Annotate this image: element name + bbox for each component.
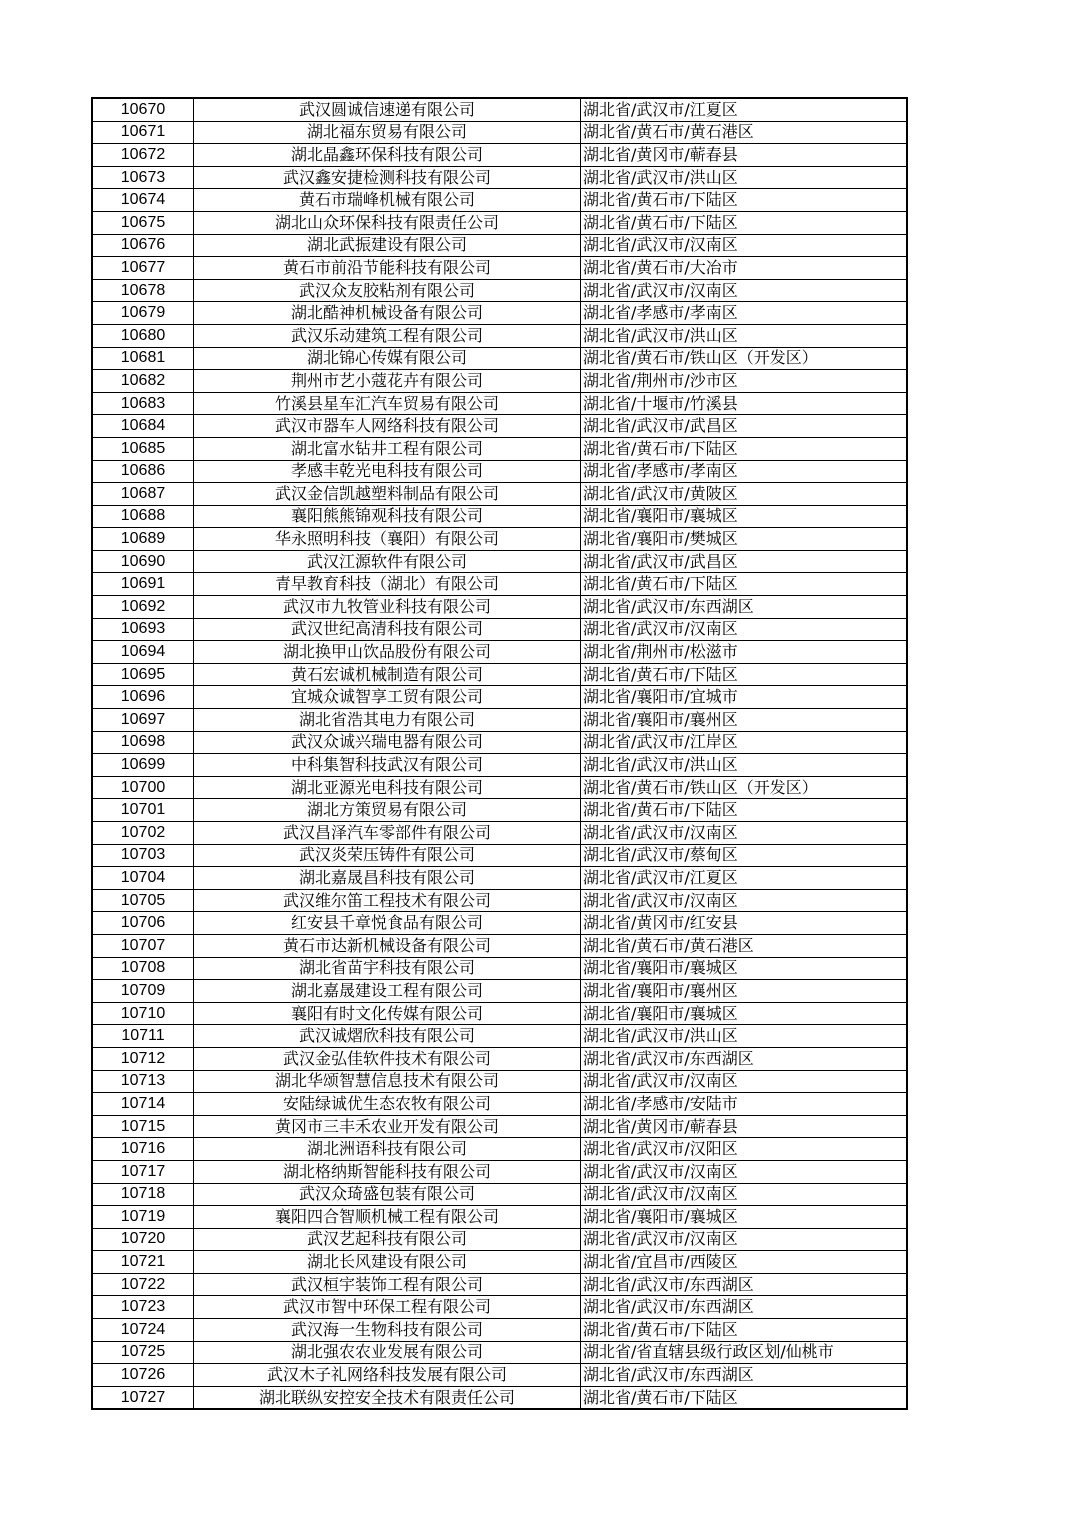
company-name-cell: 武汉维尔笛工程技术有限公司: [194, 889, 581, 912]
row-id-cell: 10714: [92, 1093, 194, 1116]
company-name-cell: 武汉艺起科技有限公司: [194, 1228, 581, 1251]
company-name-cell: 黄冈市三丰禾农业开发有限公司: [194, 1115, 581, 1138]
table-row: [92, 483, 907, 506]
table-row: [92, 392, 907, 415]
row-id-cell: 10686: [92, 460, 194, 483]
table-row: [92, 189, 907, 212]
region-cell: 湖北省/武汉市/武昌区: [581, 415, 908, 438]
region-cell: 湖北省/武汉市/汉南区: [581, 889, 908, 912]
region-cell: 湖北省/孝感市/孝南区: [581, 460, 908, 483]
company-name-cell: 武汉木子礼网络科技发展有限公司: [194, 1364, 581, 1387]
table-row: [92, 1002, 907, 1025]
company-name-cell: 武汉众友胶粘剂有限公司: [194, 279, 581, 302]
company-name-cell: 湖北晶鑫环保科技有限公司: [194, 144, 581, 167]
company-name-cell: 黄石市前沿节能科技有限公司: [194, 257, 581, 280]
row-id-cell: 10681: [92, 347, 194, 370]
company-name-cell: 襄阳熊熊锦观科技有限公司: [194, 505, 581, 528]
region-cell: 湖北省/黄石市/下陆区: [581, 211, 908, 234]
row-id-cell: 10685: [92, 437, 194, 460]
table-row: [92, 324, 907, 347]
region-cell: 湖北省/武汉市/洪山区: [581, 1025, 908, 1048]
row-id-cell: 10676: [92, 234, 194, 257]
table-row: [92, 121, 907, 144]
table-row: [92, 686, 907, 709]
table-row: [92, 550, 907, 573]
region-cell: 湖北省/黄石市/下陆区: [581, 1319, 908, 1342]
region-cell: 湖北省/襄阳市/襄城区: [581, 1002, 908, 1025]
table-row: [92, 889, 907, 912]
row-id-cell: 10679: [92, 302, 194, 325]
row-id-cell: 10699: [92, 754, 194, 777]
table-row: [92, 776, 907, 799]
table-row: [92, 1047, 907, 1070]
table-row: [92, 1070, 907, 1093]
company-name-cell: 湖北华颂智慧信息技术有限公司: [194, 1070, 581, 1093]
company-name-cell: 青早教育科技（湖北）有限公司: [194, 573, 581, 596]
row-id-cell: 10722: [92, 1273, 194, 1296]
row-id-cell: 10683: [92, 392, 194, 415]
row-id-cell: 10703: [92, 844, 194, 867]
table-row: [92, 505, 907, 528]
region-cell: 湖北省/黄石市/黄石港区: [581, 934, 908, 957]
row-id-cell: 10691: [92, 573, 194, 596]
region-cell: 湖北省/孝感市/安陆市: [581, 1093, 908, 1116]
table-row: [92, 257, 907, 280]
company-name-cell: 武汉鑫安捷检测科技有限公司: [194, 166, 581, 189]
region-cell: 湖北省/襄阳市/襄州区: [581, 980, 908, 1003]
table-row: [92, 1364, 907, 1387]
region-cell: 湖北省/武汉市/汉南区: [581, 618, 908, 641]
row-id-cell: 10673: [92, 166, 194, 189]
region-cell: 湖北省/武汉市/洪山区: [581, 754, 908, 777]
region-cell: 湖北省/襄阳市/樊城区: [581, 528, 908, 551]
row-id-cell: 10719: [92, 1206, 194, 1229]
region-cell: 湖北省/武汉市/汉南区: [581, 1183, 908, 1206]
row-id-cell: 10688: [92, 505, 194, 528]
row-id-cell: 10696: [92, 686, 194, 709]
company-name-cell: 黄石市达新机械设备有限公司: [194, 934, 581, 957]
row-id-cell: 10687: [92, 483, 194, 506]
company-name-cell: 湖北格纳斯智能科技有限公司: [194, 1160, 581, 1183]
row-id-cell: 10718: [92, 1183, 194, 1206]
row-id-cell: 10674: [92, 189, 194, 212]
company-name-cell: 武汉世纪高清科技有限公司: [194, 618, 581, 641]
region-cell: 湖北省/黄石市/下陆区: [581, 573, 908, 596]
region-cell: 湖北省/十堰市/竹溪县: [581, 392, 908, 415]
table-row: [92, 641, 907, 664]
company-name-cell: 湖北换甲山饮品股份有限公司: [194, 641, 581, 664]
region-cell: 湖北省/武汉市/汉南区: [581, 1228, 908, 1251]
row-id-cell: 10723: [92, 1296, 194, 1319]
region-cell: 湖北省/襄阳市/襄城区: [581, 957, 908, 980]
table-row: [92, 1093, 907, 1116]
company-name-cell: 华永照明科技（襄阳）有限公司: [194, 528, 581, 551]
company-name-cell: 红安县千章悦食品有限公司: [194, 912, 581, 935]
row-id-cell: 10704: [92, 867, 194, 890]
table-row: [92, 980, 907, 1003]
row-id-cell: 10693: [92, 618, 194, 641]
region-cell: 湖北省/襄阳市/襄城区: [581, 505, 908, 528]
region-cell: 湖北省/襄阳市/襄城区: [581, 1206, 908, 1229]
table-row: [92, 663, 907, 686]
row-id-cell: 10705: [92, 889, 194, 912]
table-row: [92, 1273, 907, 1296]
table-row: [92, 1319, 907, 1342]
row-id-cell: 10694: [92, 641, 194, 664]
company-name-cell: 竹溪县星车汇汽车贸易有限公司: [194, 392, 581, 415]
region-cell: 湖北省/黄冈市/蕲春县: [581, 144, 908, 167]
company-name-cell: 湖北福东贸易有限公司: [194, 121, 581, 144]
table-row: [92, 437, 907, 460]
table-row: [92, 844, 907, 867]
row-id-cell: 10672: [92, 144, 194, 167]
row-id-cell: 10692: [92, 596, 194, 619]
region-cell: 湖北省/省直辖县级行政区划/仙桃市: [581, 1341, 908, 1364]
company-table: [91, 97, 908, 1410]
table-row: [92, 799, 907, 822]
row-id-cell: 10717: [92, 1160, 194, 1183]
row-id-cell: 10680: [92, 324, 194, 347]
region-cell: 湖北省/武汉市/洪山区: [581, 166, 908, 189]
table-row: [92, 1025, 907, 1048]
company-name-cell: 黄石市瑞峰机械有限公司: [194, 189, 581, 212]
company-name-cell: 襄阳有时文化传媒有限公司: [194, 1002, 581, 1025]
table-row: [92, 1138, 907, 1161]
row-id-cell: 10712: [92, 1047, 194, 1070]
row-id-cell: 10684: [92, 415, 194, 438]
region-cell: 湖北省/黄石市/铁山区（开发区）: [581, 347, 908, 370]
region-cell: 湖北省/武汉市/东西湖区: [581, 1364, 908, 1387]
company-name-cell: 湖北联纵安控安全技术有限责任公司: [194, 1386, 581, 1409]
company-name-cell: 武汉乐动建筑工程有限公司: [194, 324, 581, 347]
region-cell: 湖北省/武汉市/江夏区: [581, 98, 908, 121]
company-name-cell: 湖北方策贸易有限公司: [194, 799, 581, 822]
company-name-cell: 湖北洲语科技有限公司: [194, 1138, 581, 1161]
region-cell: 湖北省/武汉市/江岸区: [581, 731, 908, 754]
company-name-cell: 武汉圆诚信速递有限公司: [194, 98, 581, 121]
company-name-cell: 孝感丰乾光电科技有限公司: [194, 460, 581, 483]
company-name-cell: 湖北山众环保科技有限责任公司: [194, 211, 581, 234]
region-cell: 湖北省/武汉市/东西湖区: [581, 1296, 908, 1319]
row-id-cell: 10678: [92, 279, 194, 302]
company-name-cell: 湖北长风建设有限公司: [194, 1251, 581, 1274]
company-name-cell: 荆州市艺小蔻花卉有限公司: [194, 370, 581, 393]
region-cell: 湖北省/武汉市/汉南区: [581, 822, 908, 845]
row-id-cell: 10706: [92, 912, 194, 935]
table-row: [92, 934, 907, 957]
table-row: [92, 1341, 907, 1364]
company-name-cell: 湖北酷神机械设备有限公司: [194, 302, 581, 325]
table-row: [92, 98, 907, 121]
region-cell: 湖北省/武汉市/汉南区: [581, 279, 908, 302]
region-cell: 湖北省/武汉市/东西湖区: [581, 1273, 908, 1296]
region-cell: 湖北省/武汉市/汉阳区: [581, 1138, 908, 1161]
table-row: [92, 1251, 907, 1274]
region-cell: 湖北省/黄冈市/红安县: [581, 912, 908, 935]
company-name-cell: 湖北亚源光电科技有限公司: [194, 776, 581, 799]
row-id-cell: 10682: [92, 370, 194, 393]
region-cell: 湖北省/荆州市/沙市区: [581, 370, 908, 393]
table-row: [92, 1206, 907, 1229]
company-name-cell: 武汉众琦盛包装有限公司: [194, 1183, 581, 1206]
region-cell: 湖北省/武汉市/江夏区: [581, 867, 908, 890]
row-id-cell: 10689: [92, 528, 194, 551]
row-id-cell: 10702: [92, 822, 194, 845]
company-name-cell: 湖北嘉晟昌科技有限公司: [194, 867, 581, 890]
region-cell: 湖北省/黄石市/大冶市: [581, 257, 908, 280]
region-cell: 湖北省/武汉市/汉南区: [581, 234, 908, 257]
region-cell: 湖北省/宜昌市/西陵区: [581, 1251, 908, 1274]
company-name-cell: 湖北锦心传媒有限公司: [194, 347, 581, 370]
row-id-cell: 10701: [92, 799, 194, 822]
table-row: [92, 731, 907, 754]
table-row: [92, 302, 907, 325]
region-cell: 湖北省/孝感市/孝南区: [581, 302, 908, 325]
company-name-cell: 武汉众诚兴瑞电器有限公司: [194, 731, 581, 754]
region-cell: 湖北省/武汉市/武昌区: [581, 550, 908, 573]
row-id-cell: 10698: [92, 731, 194, 754]
row-id-cell: 10671: [92, 121, 194, 144]
table-row: [92, 573, 907, 596]
row-id-cell: 10727: [92, 1386, 194, 1409]
row-id-cell: 10725: [92, 1341, 194, 1364]
table-row: [92, 1296, 907, 1319]
region-cell: 湖北省/荆州市/松滋市: [581, 641, 908, 664]
row-id-cell: 10724: [92, 1319, 194, 1342]
row-id-cell: 10720: [92, 1228, 194, 1251]
company-name-cell: 湖北强农农业发展有限公司: [194, 1341, 581, 1364]
table-row: [92, 867, 907, 890]
company-name-cell: 中科集智科技武汉有限公司: [194, 754, 581, 777]
table-row: [92, 618, 907, 641]
table-row: [92, 1228, 907, 1251]
row-id-cell: 10716: [92, 1138, 194, 1161]
company-name-cell: 湖北富水钻井工程有限公司: [194, 437, 581, 460]
row-id-cell: 10690: [92, 550, 194, 573]
row-id-cell: 10715: [92, 1115, 194, 1138]
region-cell: 湖北省/黄石市/黄石港区: [581, 121, 908, 144]
table-row: [92, 912, 907, 935]
region-cell: 湖北省/黄冈市/蕲春县: [581, 1115, 908, 1138]
region-cell: 湖北省/武汉市/汉南区: [581, 1160, 908, 1183]
region-cell: 湖北省/黄石市/铁山区（开发区）: [581, 776, 908, 799]
region-cell: 湖北省/黄石市/下陆区: [581, 799, 908, 822]
company-name-cell: 武汉金信凯越塑料制品有限公司: [194, 483, 581, 506]
row-id-cell: 10707: [92, 934, 194, 957]
table-row: [92, 1115, 907, 1138]
company-name-cell: 湖北嘉晟建设工程有限公司: [194, 980, 581, 1003]
row-id-cell: 10675: [92, 211, 194, 234]
table-row: [92, 279, 907, 302]
region-cell: 湖北省/黄石市/下陆区: [581, 663, 908, 686]
company-name-cell: 武汉海一生物科技有限公司: [194, 1319, 581, 1342]
company-name-cell: 湖北省苗宇科技有限公司: [194, 957, 581, 980]
row-id-cell: 10700: [92, 776, 194, 799]
table-row: [92, 822, 907, 845]
company-name-cell: 湖北省浩其电力有限公司: [194, 709, 581, 732]
company-name-cell: 宜城众诚智享工贸有限公司: [194, 686, 581, 709]
region-cell: 湖北省/武汉市/蔡甸区: [581, 844, 908, 867]
table-row: [92, 709, 907, 732]
row-id-cell: 10710: [92, 1002, 194, 1025]
company-name-cell: 黄石宏诚机械制造有限公司: [194, 663, 581, 686]
region-cell: 湖北省/黄石市/下陆区: [581, 437, 908, 460]
row-id-cell: 10708: [92, 957, 194, 980]
row-id-cell: 10677: [92, 257, 194, 280]
row-id-cell: 10670: [92, 98, 194, 121]
row-id-cell: 10711: [92, 1025, 194, 1048]
table-row: [92, 754, 907, 777]
table-row: [92, 144, 907, 167]
region-cell: 湖北省/襄阳市/宜城市: [581, 686, 908, 709]
company-table-body: [92, 98, 907, 1409]
table-row: [92, 234, 907, 257]
table-row: [92, 347, 907, 370]
table-row: [92, 211, 907, 234]
row-id-cell: 10713: [92, 1070, 194, 1093]
company-name-cell: 武汉炎荣压铸件有限公司: [194, 844, 581, 867]
company-name-cell: 武汉诚熠欣科技有限公司: [194, 1025, 581, 1048]
region-cell: 湖北省/黄石市/下陆区: [581, 1386, 908, 1409]
row-id-cell: 10721: [92, 1251, 194, 1274]
table-row: [92, 1160, 907, 1183]
company-name-cell: 襄阳四合智顺机械工程有限公司: [194, 1206, 581, 1229]
table-row: [92, 460, 907, 483]
company-name-cell: 湖北武振建设有限公司: [194, 234, 581, 257]
region-cell: 湖北省/武汉市/东西湖区: [581, 596, 908, 619]
table-row: [92, 1386, 907, 1409]
region-cell: 湖北省/武汉市/洪山区: [581, 324, 908, 347]
table-row: [92, 528, 907, 551]
table-row: [92, 166, 907, 189]
company-name-cell: 武汉市九牧管业科技有限公司: [194, 596, 581, 619]
company-name-cell: 武汉江源软件有限公司: [194, 550, 581, 573]
company-name-cell: 武汉市器车人网络科技有限公司: [194, 415, 581, 438]
region-cell: 湖北省/武汉市/东西湖区: [581, 1047, 908, 1070]
table-row: [92, 957, 907, 980]
row-id-cell: 10726: [92, 1364, 194, 1387]
region-cell: 湖北省/武汉市/黄陂区: [581, 483, 908, 506]
row-id-cell: 10709: [92, 980, 194, 1003]
company-name-cell: 武汉桓宇装饰工程有限公司: [194, 1273, 581, 1296]
table-row: [92, 596, 907, 619]
company-name-cell: 武汉昌泽汽车零部件有限公司: [194, 822, 581, 845]
company-name-cell: 武汉金弘佳软件技术有限公司: [194, 1047, 581, 1070]
row-id-cell: 10695: [92, 663, 194, 686]
company-name-cell: 安陆绿诚优生态农牧有限公司: [194, 1093, 581, 1116]
row-id-cell: 10697: [92, 709, 194, 732]
region-cell: 湖北省/武汉市/汉南区: [581, 1070, 908, 1093]
table-row: [92, 1183, 907, 1206]
company-name-cell: 武汉市智中环保工程有限公司: [194, 1296, 581, 1319]
region-cell: 湖北省/襄阳市/襄州区: [581, 709, 908, 732]
table-row: [92, 370, 907, 393]
table-row: [92, 415, 907, 438]
region-cell: 湖北省/黄石市/下陆区: [581, 189, 908, 212]
